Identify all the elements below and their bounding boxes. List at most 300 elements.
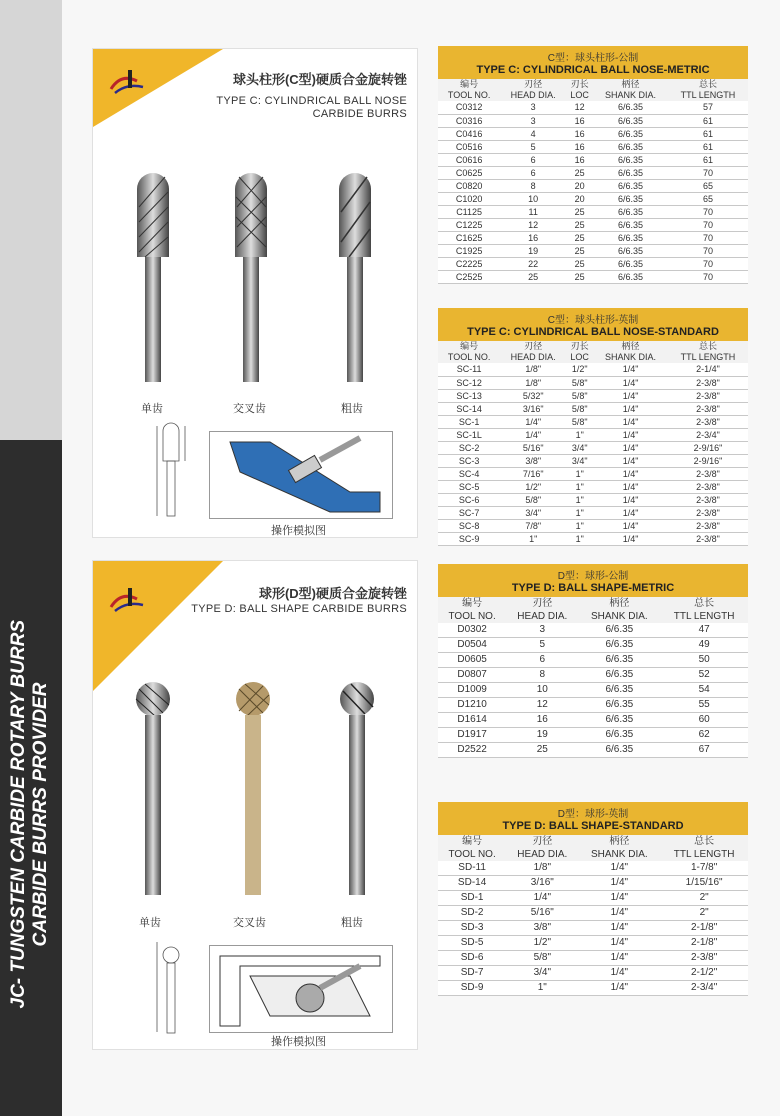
table-cell: 2-3/8": [668, 415, 748, 428]
table-row: [438, 270, 748, 283]
table-cell: 19: [500, 244, 566, 257]
table-row: [438, 623, 748, 638]
table-cell: 1": [566, 428, 593, 441]
table-cell: SC-1: [438, 415, 500, 428]
table-cell: 16: [500, 231, 566, 244]
table-cell: SC-12: [438, 376, 500, 389]
data-table: [438, 79, 748, 284]
column-header: 刃径: [506, 597, 578, 610]
table-cell: D0302: [438, 623, 506, 638]
table-cell: 1/2": [500, 480, 566, 493]
table-title-en: TYPE D: BALL SHAPE-METRIC: [511, 582, 675, 594]
burr-coarse-cut-icon: [337, 681, 377, 901]
table-row: [438, 166, 748, 179]
simulation-icon: [210, 432, 392, 518]
column-header: 总长: [660, 835, 748, 848]
table-row: [438, 467, 748, 480]
table-cell: 49: [660, 638, 748, 653]
caption-cross-cut: 交叉齿: [233, 917, 266, 929]
table-row: [438, 205, 748, 218]
table-cell: 12: [500, 218, 566, 231]
table-row: [438, 683, 748, 698]
table-title-cn: D型：球形-公制: [557, 571, 629, 582]
table-cell: 5/8": [566, 402, 593, 415]
table-cell: 1/4": [593, 519, 668, 532]
table-cell: 5/8": [500, 493, 566, 506]
column-header: SHANK DIA.: [593, 90, 668, 101]
table-cell: C0820: [438, 179, 500, 192]
table-cell: 3/4": [566, 454, 593, 467]
table-cell: 3: [500, 101, 566, 114]
table-title-en: TYPE C: CYLINDRICAL BALL NOSE-METRIC: [476, 64, 710, 76]
table-c-standard: [438, 308, 748, 546]
table-cell: 6/6.35: [593, 270, 668, 283]
table-cell: 4: [500, 127, 566, 140]
table-cell: 16: [566, 127, 593, 140]
table-cell: 1/8": [500, 376, 566, 389]
table-cell: SC-3: [438, 454, 500, 467]
column-header: TTL LENGTH: [660, 610, 748, 623]
table-cell: 1/4": [506, 891, 578, 906]
column-header: 编号: [438, 597, 506, 610]
table-cell: 1/4": [500, 415, 566, 428]
table-cell: 5: [500, 140, 566, 153]
table-cell: 2-3/4": [660, 981, 748, 996]
column-header: 编号: [438, 79, 500, 90]
table-cell: 1/4": [578, 936, 660, 951]
table-cell: 16: [566, 140, 593, 153]
table-cell: 6/6.35: [593, 205, 668, 218]
table-cell: C0316: [438, 114, 500, 127]
column-header: 编号: [438, 835, 506, 848]
table-cell: 2": [660, 891, 748, 906]
simulation-icon: [210, 946, 392, 1032]
table-row: [438, 363, 748, 376]
burr-coarse-cut-icon: [337, 167, 373, 387]
table-d-standard-header: [438, 802, 748, 835]
table-cell: SC-6: [438, 493, 500, 506]
table-cell: 70: [668, 205, 748, 218]
table-cell: 1": [566, 519, 593, 532]
table-cell: 1/4": [593, 402, 668, 415]
column-header: HEAD DIA.: [506, 848, 578, 861]
table-cell: 2-1/8": [660, 936, 748, 951]
table-cell: 6/6.35: [593, 127, 668, 140]
burr-single-cut-icon: [133, 681, 173, 901]
table-cell: 1/4": [578, 921, 660, 936]
table-c-standard-header: [438, 308, 748, 341]
table-row: [438, 402, 748, 415]
table-cell: 6: [500, 153, 566, 166]
caption-cross-cut: 交叉齿: [233, 403, 266, 415]
table-cell: 2-1/8": [660, 921, 748, 936]
table-cell: 19: [506, 728, 578, 743]
table-cell: 1": [566, 532, 593, 545]
column-header: TOOL NO.: [438, 610, 506, 623]
table-cell: 6/6.35: [593, 179, 668, 192]
table-cell: 25: [566, 218, 593, 231]
column-header: TOOL NO.: [438, 90, 500, 101]
table-title-en: TYPE D: BALL SHAPE-STANDARD: [502, 820, 684, 832]
table-cell: SC-11: [438, 363, 500, 376]
table-cell: 3/8": [500, 454, 566, 467]
table-cell: 60: [660, 713, 748, 728]
table-cell: D0504: [438, 638, 506, 653]
column-header: SHANK DIA.: [578, 848, 660, 861]
table-cell: 2-9/16": [668, 454, 748, 467]
table-cell: 70: [668, 166, 748, 179]
table-title-cn: C型：球头柱形-公制: [547, 53, 639, 64]
column-header: 柄径: [593, 341, 668, 352]
table-cell: 5: [506, 638, 578, 653]
table-cell: 1/4": [578, 891, 660, 906]
column-header: 刃径: [500, 79, 566, 90]
data-table: [438, 597, 748, 758]
table-cell: 1": [566, 480, 593, 493]
panel-type-d: [92, 560, 418, 1050]
table-cell: 1/4": [593, 376, 668, 389]
table-cell: 2-1/4": [668, 363, 748, 376]
column-header: TTL LENGTH: [668, 90, 748, 101]
table-row: [438, 415, 748, 428]
table-cell: D0807: [438, 668, 506, 683]
column-header: TTL LENGTH: [660, 848, 748, 861]
table-cell: 1/4": [593, 389, 668, 402]
table-cell: C1020: [438, 192, 500, 205]
table-row: [438, 493, 748, 506]
column-header: 刃径: [506, 835, 578, 848]
table-c-metric: [438, 46, 748, 284]
table-title-en: TYPE C: CYLINDRICAL BALL NOSE-STANDARD: [467, 326, 719, 338]
table-cell: 5/16": [506, 906, 578, 921]
table-cell: 65: [668, 179, 748, 192]
table-cell: SD-5: [438, 936, 506, 951]
table-cell: 5/8": [566, 415, 593, 428]
table-cell: SD-9: [438, 981, 506, 996]
table-cell: 6/6.35: [593, 114, 668, 127]
panel-d-title-cn: 球形(D型)硬质合金旋转锉: [258, 586, 407, 601]
table-cell: 1-7/8": [660, 861, 748, 876]
burr-cross-cut-icon: [233, 167, 269, 387]
table-cell: 5/8": [566, 389, 593, 402]
column-header: 柄径: [593, 79, 668, 90]
table-row: [438, 743, 748, 758]
table-cell: 12: [506, 698, 578, 713]
table-cell: 1/4": [593, 441, 668, 454]
table-cell: 3: [500, 114, 566, 127]
table-cell: 2-3/8": [668, 376, 748, 389]
table-cell: C2225: [438, 257, 500, 270]
table-cell: 2": [660, 906, 748, 921]
table-cell: 6/6.35: [578, 713, 660, 728]
table-cell: 2-3/4": [668, 428, 748, 441]
technical-drawing-icon: [113, 937, 193, 1047]
table-cell: 61: [668, 140, 748, 153]
column-header: 总长: [660, 597, 748, 610]
table-cell: C0625: [438, 166, 500, 179]
table-d-metric: [438, 564, 748, 758]
column-header: 刃长: [566, 79, 593, 90]
table-cell: SC-13: [438, 389, 500, 402]
header-row-cn: [438, 341, 748, 352]
table-cell: 6/6.35: [578, 623, 660, 638]
table-cell: 1/4": [500, 428, 566, 441]
table-cell: SC-4: [438, 467, 500, 480]
table-cell: 1/4": [578, 861, 660, 876]
table-cell: 52: [660, 668, 748, 683]
column-header: 柄径: [578, 835, 660, 848]
table-cell: 3/16": [500, 402, 566, 415]
table-row: [438, 192, 748, 205]
table-cell: C2525: [438, 270, 500, 283]
table-cell: 3/4": [500, 506, 566, 519]
panel-type-c: [92, 48, 418, 538]
table-cell: 3: [506, 623, 578, 638]
table-row: [438, 936, 748, 951]
table-cell: 7/16": [500, 467, 566, 480]
table-cell: 25: [566, 257, 593, 270]
table-cell: C0616: [438, 153, 500, 166]
table-cell: 1/4": [593, 363, 668, 376]
column-header: 刃径: [500, 341, 566, 352]
table-cell: SC-5: [438, 480, 500, 493]
table-cell: 1/4": [593, 415, 668, 428]
table-cell: 6: [500, 166, 566, 179]
caption-coarse-cut: 粗齿: [341, 403, 363, 415]
table-cell: SC-9: [438, 532, 500, 545]
table-cell: 61: [668, 114, 748, 127]
column-header: 编号: [438, 341, 500, 352]
table-cell: 3/4": [506, 966, 578, 981]
table-cell: 6: [506, 653, 578, 668]
table-cell: 22: [500, 257, 566, 270]
panel-c-title-cn: 球头柱形(C型)硬质合金旋转锉: [232, 72, 407, 87]
column-header: LOC: [566, 90, 593, 101]
table-cell: 1/4": [578, 951, 660, 966]
column-header: HEAD DIA.: [500, 90, 566, 101]
technical-drawing-icon: [113, 421, 193, 531]
column-header: SHANK DIA.: [593, 352, 668, 363]
caption-coarse-cut: 粗齿: [341, 917, 363, 929]
table-cell: 6/6.35: [593, 166, 668, 179]
table-cell: 6/6.35: [593, 218, 668, 231]
table-cell: 1/4": [593, 532, 668, 545]
table-cell: C0312: [438, 101, 500, 114]
table-cell: 2-3/8": [660, 951, 748, 966]
table-cell: 54: [660, 683, 748, 698]
table-row: [438, 127, 748, 140]
table-cell: 55: [660, 698, 748, 713]
table-cell: 1/4": [578, 966, 660, 981]
table-cell: SC-14: [438, 402, 500, 415]
table-cell: 1/4": [593, 493, 668, 506]
table-cell: 50: [660, 653, 748, 668]
table-cell: D1917: [438, 728, 506, 743]
simulation-caption: 操作模拟图: [271, 525, 326, 537]
caption-single-cut: 单齿: [139, 917, 161, 929]
table-cell: 3/8": [506, 921, 578, 936]
header-row-en: [438, 610, 748, 623]
table-row: [438, 231, 748, 244]
table-cell: 1": [500, 532, 566, 545]
table-row: [438, 966, 748, 981]
table-row: [438, 153, 748, 166]
table-cell: 2-3/8": [668, 402, 748, 415]
simulation-caption: 操作模拟图: [271, 1036, 326, 1048]
corner-triangle: [93, 561, 223, 691]
table-row: [438, 668, 748, 683]
table-row: [438, 114, 748, 127]
table-cell: 25: [566, 270, 593, 283]
table-cell: 1/4": [578, 981, 660, 996]
table-cell: 1": [506, 981, 578, 996]
table-cell: 7/8": [500, 519, 566, 532]
table-cell: 70: [668, 231, 748, 244]
brand-logo-icon: [107, 67, 147, 97]
table-cell: 16: [566, 114, 593, 127]
table-cell: 16: [566, 153, 593, 166]
table-cell: 6/6.35: [593, 140, 668, 153]
table-cell: 5/16": [500, 441, 566, 454]
table-cell: 25: [500, 270, 566, 283]
table-cell: 20: [566, 192, 593, 205]
table-row: [438, 376, 748, 389]
table-cell: SC-7: [438, 506, 500, 519]
column-header: HEAD DIA.: [500, 352, 566, 363]
table-cell: 16: [506, 713, 578, 728]
table-cell: SC-2: [438, 441, 500, 454]
column-header: 总长: [668, 341, 748, 352]
table-cell: SC-8: [438, 519, 500, 532]
data-table: [438, 341, 748, 546]
table-cell: SD-6: [438, 951, 506, 966]
table-cell: 1/8": [500, 363, 566, 376]
table-d-standard: [438, 802, 748, 996]
table-cell: 67: [660, 743, 748, 758]
table-cell: 11: [500, 205, 566, 218]
table-row: [438, 389, 748, 402]
table-row: [438, 906, 748, 921]
table-row: [438, 519, 748, 532]
simulation-diagram: [209, 431, 393, 519]
table-cell: 2-9/16": [668, 441, 748, 454]
table-cell: 1/4": [593, 480, 668, 493]
table-cell: 1/4": [578, 906, 660, 921]
column-header: 刃长: [566, 341, 593, 352]
table-cell: 25: [566, 244, 593, 257]
side-brand-text: [8, 620, 56, 1008]
table-cell: 25: [566, 166, 593, 179]
table-cell: SD-14: [438, 876, 506, 891]
table-cell: 70: [668, 257, 748, 270]
table-cell: 2-3/8": [668, 519, 748, 532]
table-cell: 5/8": [506, 951, 578, 966]
table-cell: D1614: [438, 713, 506, 728]
table-cell: 65: [668, 192, 748, 205]
table-row: [438, 428, 748, 441]
table-cell: 6/6.35: [578, 638, 660, 653]
table-cell: 1/4": [593, 506, 668, 519]
table-cell: 6/6.35: [593, 153, 668, 166]
table-row: [438, 713, 748, 728]
burr-single-cut-icon: [135, 167, 171, 387]
table-cell: D1210: [438, 698, 506, 713]
table-cell: 6/6.35: [593, 257, 668, 270]
table-cell: 61: [668, 153, 748, 166]
column-header: TTL LENGTH: [668, 352, 748, 363]
table-cell: 25: [566, 205, 593, 218]
table-row: [438, 653, 748, 668]
table-cell: 62: [660, 728, 748, 743]
table-row: [438, 951, 748, 966]
caption-single-cut: 单齿: [141, 403, 163, 415]
column-header: 总长: [668, 79, 748, 90]
table-cell: C0516: [438, 140, 500, 153]
table-row: [438, 861, 748, 876]
table-row: [438, 728, 748, 743]
header-row-cn: [438, 597, 748, 610]
table-cell: 1/4": [578, 876, 660, 891]
table-cell: 1/2": [566, 363, 593, 376]
table-row: [438, 698, 748, 713]
table-cell: 47: [660, 623, 748, 638]
table-cell: 2-3/8": [668, 389, 748, 402]
header-row-en: [438, 848, 748, 861]
table-cell: 1/4": [593, 467, 668, 480]
table-row: [438, 506, 748, 519]
table-row: [438, 981, 748, 996]
table-cell: 8: [506, 668, 578, 683]
table-row: [438, 218, 748, 231]
table-cell: 5/8": [566, 376, 593, 389]
table-row: [438, 179, 748, 192]
table-cell: SD-11: [438, 861, 506, 876]
table-row: [438, 480, 748, 493]
table-cell: 2-3/8": [668, 506, 748, 519]
table-cell: 6/6.35: [578, 668, 660, 683]
table-cell: 2-1/2": [660, 966, 748, 981]
table-cell: SC-1L: [438, 428, 500, 441]
table-row: [438, 921, 748, 936]
table-c-metric-header: [438, 46, 748, 79]
column-header: 柄径: [578, 597, 660, 610]
table-title-cn: C型：球头柱形-英制: [547, 315, 639, 326]
table-cell: D2522: [438, 743, 506, 758]
panel-d-title-en: TYPE D: BALL SHAPE CARBIDE BURRS: [191, 603, 407, 615]
table-cell: 1/15/16": [660, 876, 748, 891]
table-cell: 1": [566, 506, 593, 519]
simulation-diagram: [209, 945, 393, 1033]
table-cell: 61: [668, 127, 748, 140]
brand-logo-icon: [107, 585, 147, 615]
table-d-metric-header: [438, 564, 748, 597]
table-cell: C1225: [438, 218, 500, 231]
table-cell: 12: [566, 101, 593, 114]
table-cell: 8: [500, 179, 566, 192]
table-cell: 6/6.35: [593, 101, 668, 114]
table-row: [438, 101, 748, 114]
data-table: [438, 835, 748, 996]
table-row: [438, 140, 748, 153]
header-row-en: [438, 90, 748, 101]
table-cell: 1/8": [506, 861, 578, 876]
column-header: TOOL NO.: [438, 352, 500, 363]
table-cell: SD-7: [438, 966, 506, 981]
table-cell: 57: [668, 101, 748, 114]
burr-cross-cut-icon: [233, 681, 273, 901]
table-cell: 1/2": [506, 936, 578, 951]
header-row-cn: [438, 79, 748, 90]
